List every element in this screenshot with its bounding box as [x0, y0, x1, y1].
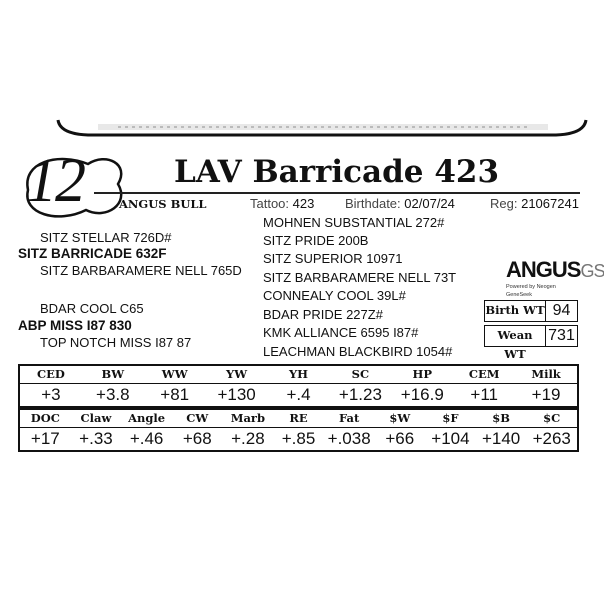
tattoo-label: Tattoo:	[250, 196, 290, 211]
epd-value-cell: +.46	[129, 429, 164, 448]
birthdate-field	[345, 196, 455, 212]
registration-label: Reg:	[490, 196, 518, 211]
wean-weight-label: Wean WT	[485, 326, 546, 346]
tattoo-value: 423	[292, 196, 315, 211]
breed-label: ANGUS BULL	[119, 197, 207, 211]
epd-value-cell: +16.9	[400, 385, 444, 404]
epd-header-cell: BW	[101, 367, 125, 381]
lot-number: 12	[26, 147, 84, 215]
birthdate-label: Birthdate:	[345, 196, 401, 211]
epd-header-cell: CW	[186, 411, 209, 425]
epd-header-cell: YH	[288, 367, 309, 381]
epd-header-cell: Marb	[230, 411, 266, 425]
extended-pedigree-item: KMK ALLIANCE 6595 I87#	[263, 325, 419, 340]
epd-header-cell: HP	[412, 367, 433, 381]
extended-pedigree-item: SITZ SUPERIOR 10971	[263, 251, 403, 266]
epd-header-cell: CED	[36, 367, 65, 381]
birthdate-value: 02/07/24	[404, 196, 455, 211]
epd-header-row	[20, 410, 577, 428]
epd-value-cell: +68	[182, 429, 212, 448]
extended-pedigree-item: SITZ BARBARAMERE NELL 73T	[263, 270, 457, 285]
birth-weight-value: 94	[552, 302, 571, 319]
pedigree-sire-dam: SITZ BARBARAMERE NELL 765D	[40, 263, 242, 278]
epd-header-cell: $W	[389, 411, 411, 425]
epd-header-cell: SC	[351, 367, 370, 381]
epd-value-cell: +3.8	[96, 385, 130, 404]
wean-weight-value: 731	[548, 327, 575, 344]
extended-pedigree-item: CONNEALY COOL 39L#	[263, 288, 406, 303]
epd-value-row	[20, 384, 577, 406]
epd-header-cell: Claw	[80, 411, 112, 425]
epd-header-cell: Milk	[531, 367, 561, 381]
epd-value-cell: +17	[30, 429, 60, 448]
epd-value-cell: +.038	[327, 429, 371, 448]
epd-value-cell: +3	[41, 385, 61, 404]
birth-weight-box	[484, 300, 578, 322]
pedigree-sire-sire: SITZ STELLAR 726D#	[40, 230, 172, 245]
birth-weight-label: Birth WT	[485, 301, 546, 321]
epd-value-cell: +81	[160, 385, 190, 404]
pedigree-dam-sire: BDAR COOL C65	[40, 301, 144, 316]
extended-pedigree-item: BDAR PRIDE 227Z#	[263, 307, 383, 322]
epd-header-cell: $B	[492, 411, 510, 425]
epd-header-cell: WW	[161, 367, 188, 381]
extended-pedigree-item: LEACHMAN BLACKBIRD 1054#	[263, 344, 453, 359]
epd-value-cell: +1.23	[338, 385, 382, 404]
decorative-top-band	[58, 118, 586, 140]
registration-field	[490, 196, 579, 212]
epd-header-cell: CEM	[468, 367, 500, 381]
animal-name: LAV Barricade 423	[174, 154, 500, 190]
epd-table-row1	[18, 364, 579, 408]
epd-value-cell: +11	[470, 385, 498, 404]
epd-header-cell: Angle	[128, 411, 166, 425]
epd-value-cell: +19	[531, 385, 561, 404]
logo-subtitle: Powered by Neogen GeneSeek	[506, 284, 556, 298]
epd-header-cell: YW	[226, 367, 248, 381]
angus-gs-logo	[506, 257, 604, 298]
epd-header-row	[20, 366, 577, 384]
extended-pedigree-item: SITZ PRIDE 200B	[263, 233, 369, 248]
epd-value-cell: +.33	[79, 429, 113, 448]
epd-value-cell: +.4	[286, 385, 311, 404]
epd-value-cell: +263	[532, 429, 571, 448]
epd-value-row	[20, 428, 577, 450]
epd-header-cell: RE	[289, 411, 308, 425]
epd-header-cell: Fat	[339, 411, 360, 425]
pedigree-sire: SITZ BARRICADE 632F	[18, 246, 167, 261]
wean-weight-box	[484, 325, 578, 361]
registration-value: 21067241	[521, 196, 579, 211]
epd-value-cell: +130	[217, 385, 256, 404]
epd-header-cell: DOC	[30, 411, 60, 425]
title-divider	[94, 192, 580, 194]
logo-suffix-text: GS	[580, 261, 604, 281]
epd-header-cell: $C	[543, 411, 561, 425]
logo-main-text: ANGUS	[506, 257, 581, 282]
epd-value-cell: +.85	[281, 429, 316, 448]
pedigree-dam: ABP MISS I87 830	[18, 318, 132, 333]
extended-pedigree-item: MOHNEN SUBSTANTIAL 272#	[263, 215, 445, 230]
epd-value-cell: +104	[431, 429, 470, 448]
epd-header-cell: $F	[442, 411, 459, 425]
epd-value-cell: +140	[481, 429, 521, 448]
tattoo-field	[250, 196, 314, 212]
epd-value-cell: +.28	[231, 429, 265, 448]
epd-value-cell: +66	[385, 429, 415, 448]
pedigree-dam-dam: TOP NOTCH MISS I87 87	[40, 335, 192, 350]
epd-table-row2	[18, 408, 579, 452]
